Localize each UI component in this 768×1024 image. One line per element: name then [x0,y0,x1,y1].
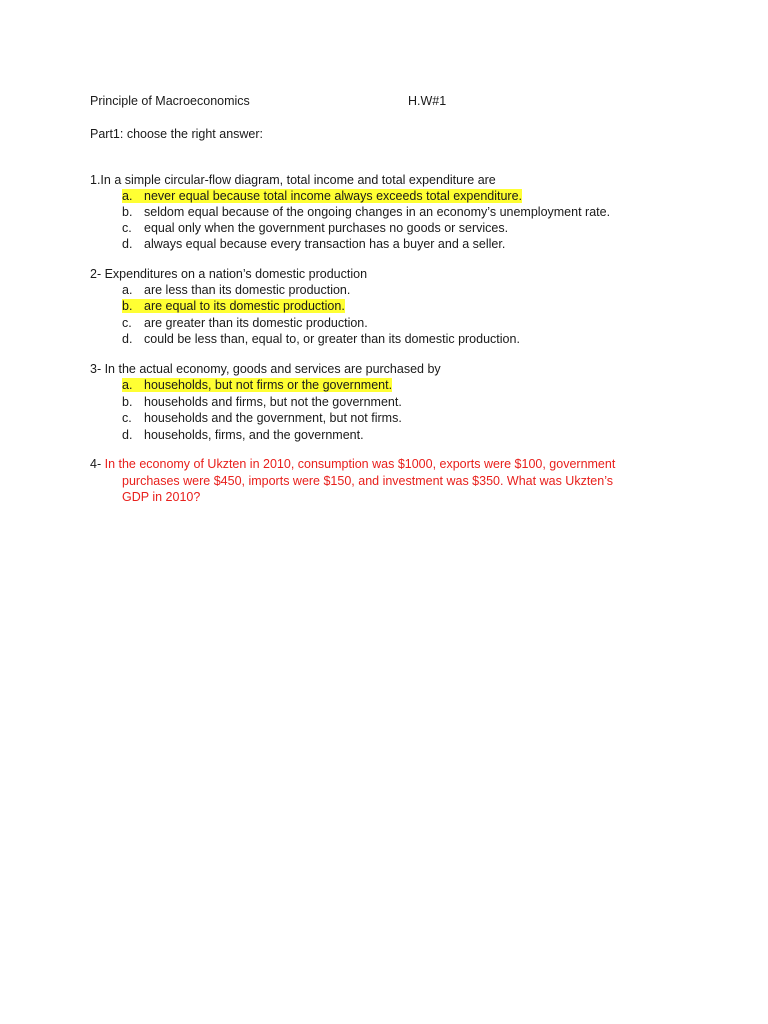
option-text: are greater than its domestic production. [144,316,368,330]
option-letter: a. [122,283,133,297]
question-3-option-c [122,411,402,426]
option-letter: b. [122,395,133,409]
homework-label: H.W#1 [408,94,447,108]
question-3-option-b [122,395,402,410]
option-letter: b. [122,299,133,313]
option-text: never equal because total income always exceeds total expenditure. [144,189,523,203]
question-2-option-d [122,332,520,347]
option-text: equal only when the government purchases no goods or services. [144,221,509,235]
option-letter: c. [122,221,132,235]
option-text: households and firms, but not the government. [144,395,402,409]
option-text: households and the government, but not firms. [144,411,402,425]
question-3-stem: 3- In the actual economy, goods and services are purchased by [90,362,441,376]
option-text: seldom equal because of the ongoing changes in an economy’s unemployment rate. [144,205,611,219]
question-3-option-a [122,378,392,393]
option-text: are less than its domestic production. [144,283,351,297]
option-letter: d. [122,237,133,251]
option-letter: d. [122,428,133,442]
question-2-option-c [122,316,368,331]
option-letter: b. [122,205,133,219]
option-text: always equal because every transaction has a buyer and a seller. [144,237,506,251]
question-1-option-a [122,189,522,204]
question-4-text-line-2: purchases were $450, imports were $150, and investment was $350. What was Ukzten’s [122,474,613,488]
option-text: could be less than, equal to, or greater than its domestic production. [144,332,520,346]
option-letter: c. [122,316,132,330]
question-4-text-line-3: GDP in 2010? [122,490,201,504]
question-4-line-1 [90,457,615,472]
question-2-option-a [122,283,350,298]
option-letter: a. [122,189,133,203]
option-letter: c. [122,411,132,425]
option-text: are equal to its domestic production. [144,299,345,313]
question-1-stem: 1.In a simple circular-flow diagram, total income and total expenditure are [90,173,496,187]
question-1-option-d [122,237,505,252]
option-text: households, but not firms or the government. [144,378,393,392]
course-title: Principle of Macroeconomics [90,94,250,108]
question-2-stem: 2- Expenditures on a nation’s domestic production [90,267,368,281]
question-4-number: 4- [90,457,105,471]
option-letter: d. [122,332,133,346]
question-1-option-b [122,205,610,220]
question-2-option-b [122,299,345,314]
option-letter: a. [122,378,133,392]
question-1-option-c [122,221,508,236]
question-4-text-line-1: In the economy of Ukzten in 2010, consumption was $1000, exports were $100, government [104,457,616,471]
option-text: households, firms, and the government. [144,428,364,442]
question-3-option-d [122,428,364,443]
part1-instruction: Part1: choose the right answer: [90,127,264,141]
